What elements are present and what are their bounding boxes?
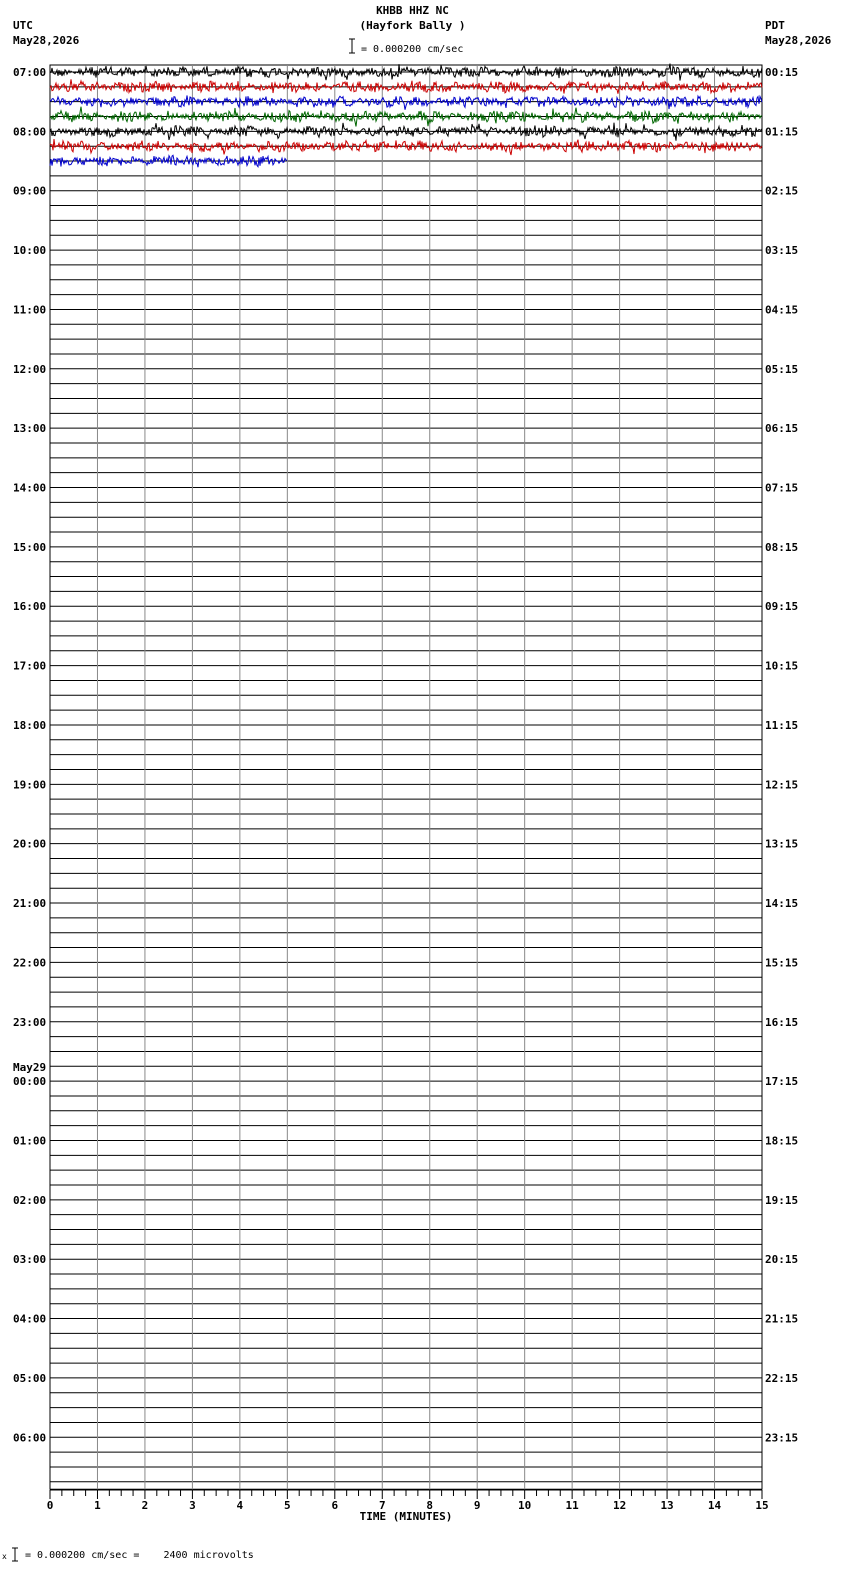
- scale-bar-icon: [349, 39, 355, 53]
- x-tick-label: 0: [46, 1499, 54, 1512]
- x-tick-label: 15: [755, 1499, 769, 1512]
- utc-hour-label: 11:00: [13, 303, 47, 317]
- utc-hour-label: 02:00: [13, 1193, 47, 1207]
- plot-grid: [50, 65, 762, 1489]
- pdt-hour-label: 13:15: [765, 837, 799, 851]
- pdt-hour-label: 01:15: [765, 125, 799, 139]
- utc-hour-label: 07:00: [13, 66, 47, 79]
- x-tick-label: 7: [378, 1499, 386, 1512]
- utc-hour-label: 01:00: [13, 1134, 47, 1148]
- utc-hour-label: 21:00: [13, 897, 47, 911]
- pdt-hour-label: 17:15: [765, 1075, 799, 1089]
- station-location: (Hayfork Bally ): [359, 19, 466, 32]
- x-tick-label: 13: [660, 1499, 674, 1512]
- utc-hour-label: 15:00: [13, 540, 47, 554]
- right-date: May28,2026: [765, 34, 832, 47]
- pdt-hour-label: 20:15: [765, 1253, 799, 1267]
- pdt-hour-label: 10:15: [765, 659, 799, 673]
- utc-hour-label: 14:00: [13, 481, 47, 495]
- pdt-hour-label: 07:15: [765, 481, 799, 495]
- x-axis: [47, 1490, 769, 1523]
- pdt-hour-label: 06:15: [765, 422, 799, 436]
- plot-frame: [50, 65, 762, 1489]
- trace-group: [50, 64, 762, 168]
- pdt-hour-label: 15:15: [765, 956, 799, 970]
- pdt-hour-label: 12:15: [765, 778, 799, 792]
- x-tick-label: 9: [473, 1499, 481, 1512]
- pdt-hour-label: 02:15: [765, 184, 799, 198]
- x-axis-title: TIME (MINUTES): [359, 1510, 453, 1523]
- scale-indicator: = 0.000200 cm/sec: [361, 44, 464, 55]
- footer-scale-prefix: x: [2, 1552, 7, 1561]
- pdt-hour-label: 16:15: [765, 1015, 799, 1029]
- utc-hour-label: 17:00: [13, 659, 47, 673]
- pdt-hour-label: 18:15: [765, 1134, 799, 1148]
- x-tick-label: 3: [189, 1499, 196, 1512]
- x-tick-label: 5: [284, 1499, 291, 1512]
- x-tick-label: 4: [236, 1499, 244, 1512]
- utc-hour-label: 18:00: [13, 718, 47, 732]
- pdt-hour-label: 00:15: [765, 66, 799, 79]
- utc-hour-label: 10:00: [13, 244, 47, 258]
- pdt-hour-label: 04:15: [765, 303, 799, 317]
- x-tick-label: 1: [94, 1499, 101, 1512]
- utc-hour-label: 22:00: [13, 956, 47, 970]
- x-tick-label: 12: [612, 1499, 627, 1512]
- pdt-hour-label: 08:15: [765, 540, 799, 554]
- right-timezone: PDT: [765, 19, 785, 32]
- utc-hour-label: 09:00: [13, 184, 47, 198]
- utc-hour-label: 13:00: [13, 422, 47, 436]
- pdt-hour-label: 19:15: [765, 1193, 799, 1207]
- utc-hour-label: 03:00: [13, 1253, 47, 1267]
- pdt-hour-label: 09:15: [765, 600, 799, 614]
- pdt-hour-label: 23:15: [765, 1431, 799, 1445]
- x-tick-label: 11: [565, 1499, 579, 1512]
- x-tick-label: 8: [426, 1499, 434, 1512]
- x-tick-label: 10: [518, 1499, 532, 1512]
- utc-hour-label: 19:00: [13, 778, 47, 792]
- utc-hour-label: 12:00: [13, 362, 47, 376]
- utc-hour-label: 05:00: [13, 1371, 47, 1385]
- pdt-hour-label: 05:15: [765, 362, 799, 376]
- station-title: KHBB HHZ NC: [376, 4, 449, 17]
- left-date: May28,2026: [13, 34, 80, 47]
- utc-hour-label: 20:00: [13, 837, 47, 851]
- date-change-label: May29: [13, 1061, 47, 1075]
- pdt-hour-label: 11:15: [765, 718, 799, 732]
- left-timezone: UTC: [13, 19, 33, 32]
- x-tick-label: 2: [141, 1499, 149, 1512]
- footer-scale-bar-icon: [12, 1548, 18, 1561]
- pdt-hour-label: 14:15: [765, 897, 799, 911]
- x-tick-label: 14: [707, 1499, 722, 1512]
- utc-hour-label: 00:00: [13, 1075, 47, 1089]
- utc-hour-label: 04:00: [13, 1312, 47, 1326]
- pdt-hour-label: 21:15: [765, 1312, 799, 1326]
- utc-hour-label: 16:00: [13, 600, 47, 614]
- x-tick-label: 6: [331, 1499, 339, 1512]
- utc-hour-label: 23:00: [13, 1015, 47, 1029]
- utc-hour-label: 08:00: [13, 125, 47, 139]
- footer-scale-text: = 0.000200 cm/sec = 2400 microvolts: [25, 1550, 254, 1561]
- utc-hour-label: 06:00: [13, 1431, 47, 1445]
- trace-row-2: [50, 95, 762, 109]
- pdt-hour-label: 03:15: [765, 244, 799, 258]
- pdt-hour-label: 22:15: [765, 1371, 799, 1385]
- trace-row-5: [50, 139, 762, 155]
